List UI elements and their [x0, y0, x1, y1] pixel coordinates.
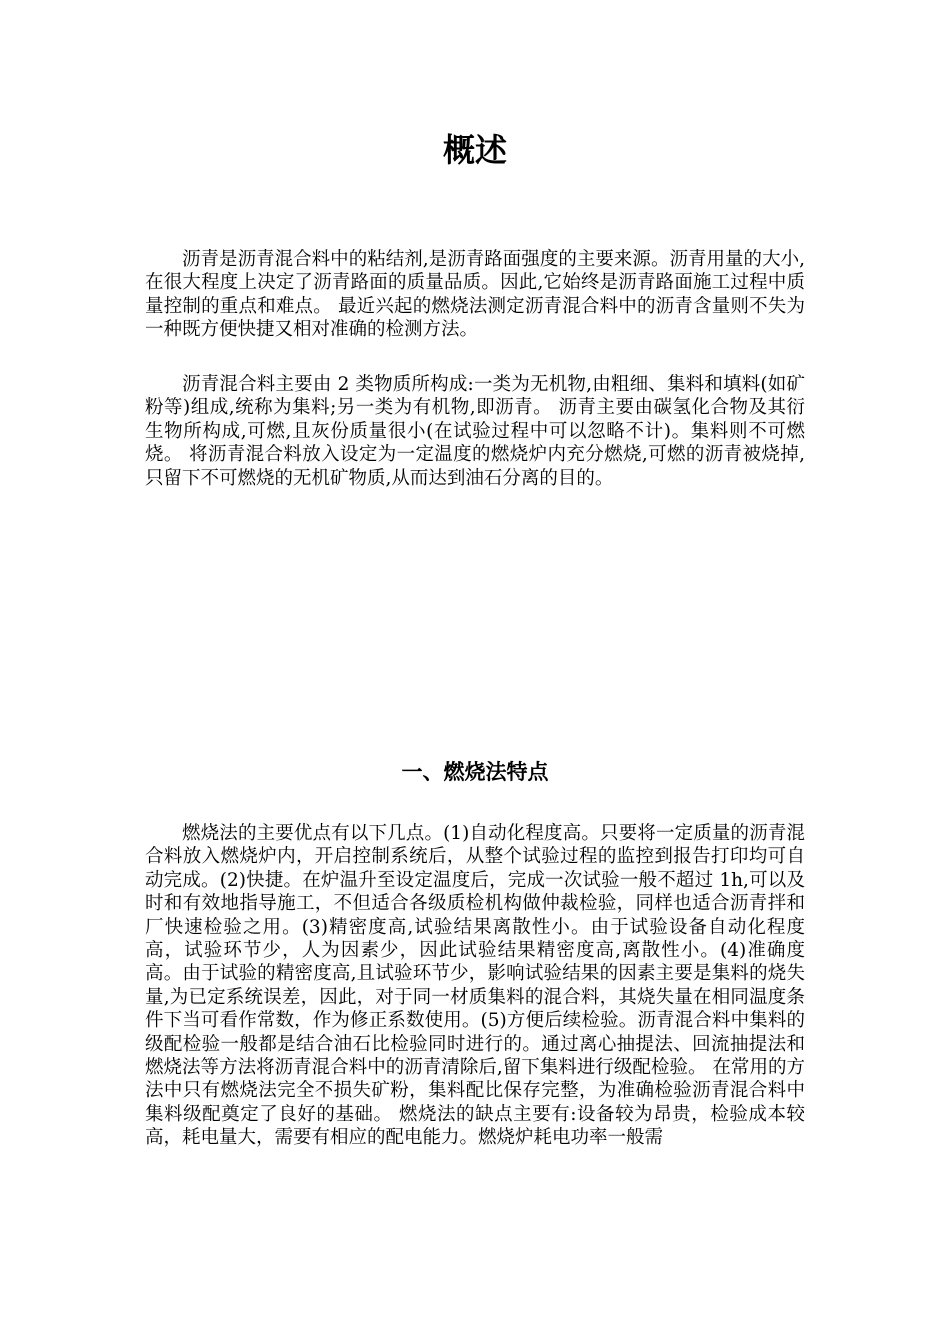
intro-paragraph-2: 沥青混合料主要由 2 类物质所构成:一类为无机物,由粗细、集料和填料(如矿粉等)组成,统称为集料;另一类为有机物,即沥青。 沥青主要由碳氢化合物及其衍生物所构成,可燃,且灰份质量很小(在试验过程中可以忽略不计)。集料则不可燃烧。 将沥青混合料放入设定为一定温度的燃烧炉内充分燃烧,可燃的沥青被烧掉,只留下不可燃烧的无机矿物质,从而达到油石分离的目的。	[145, 374, 805, 489]
section-paragraph: 燃烧法的主要优点有以下几点。(1)自动化程度高。只要将一定质量的沥青混合料放入燃烧炉内，开启控制系统后，从整个试验过程的监控到报告打印均可自动完成。(2)快捷。在炉温升至设定温度后，完成一次试验一般不超过 1h,可以及时和有效地指导施工，不但适合各级质检机构做仲裁检验，同样也适合沥青拌和厂快速检验之用。(3)精密度高,试验结果离散性小。由于试验设备自动化程度高，试验环节少，人为因素少，因此试验结果精密度高,离散性小。(4)准确度高。由于试验的精密度高,且试验环节少，影响试验结果的因素主要是集料的烧失量,为已定系统误差，因此，对于同一材质集料的混合料，其烧失量在相同温度条件下当可看作常数，作为修正系数使用。(5)方便后续检验。沥青混合料中集料的级配检验一般都是结合油石比检验同时进行的。通过离心抽提法、回流抽提法和燃烧法等方法将沥青混合料中的沥青清除后,留下集料进行级配检验。 在常用的方法中只有燃烧法完全不损失矿粉，集料配比保存完整，为准确检验沥青混合料中集料级配奠定了良好的基础。 燃烧法的缺点主要有:设备较为昂贵，检验成本较高，耗电量大，需要有相应的配电能力。燃烧炉耗电功率一般需	[145, 823, 805, 1149]
intro-paragraph-1: 沥青是沥青混合料中的粘结剂,是沥青路面强度的主要来源。沥青用量的大小,在很大程度上决定了沥青路面的质量品质。因此,它始终是沥青路面施工过程中质量控制的重点和难点。 最近兴起的燃烧法测定沥青混合料中的沥青含量则不失为一种既方便快捷又相对准确的检测方法。	[145, 249, 805, 341]
page-title: 概述	[442, 131, 507, 169]
section-heading: 一、燃烧法特点	[401, 760, 549, 784]
